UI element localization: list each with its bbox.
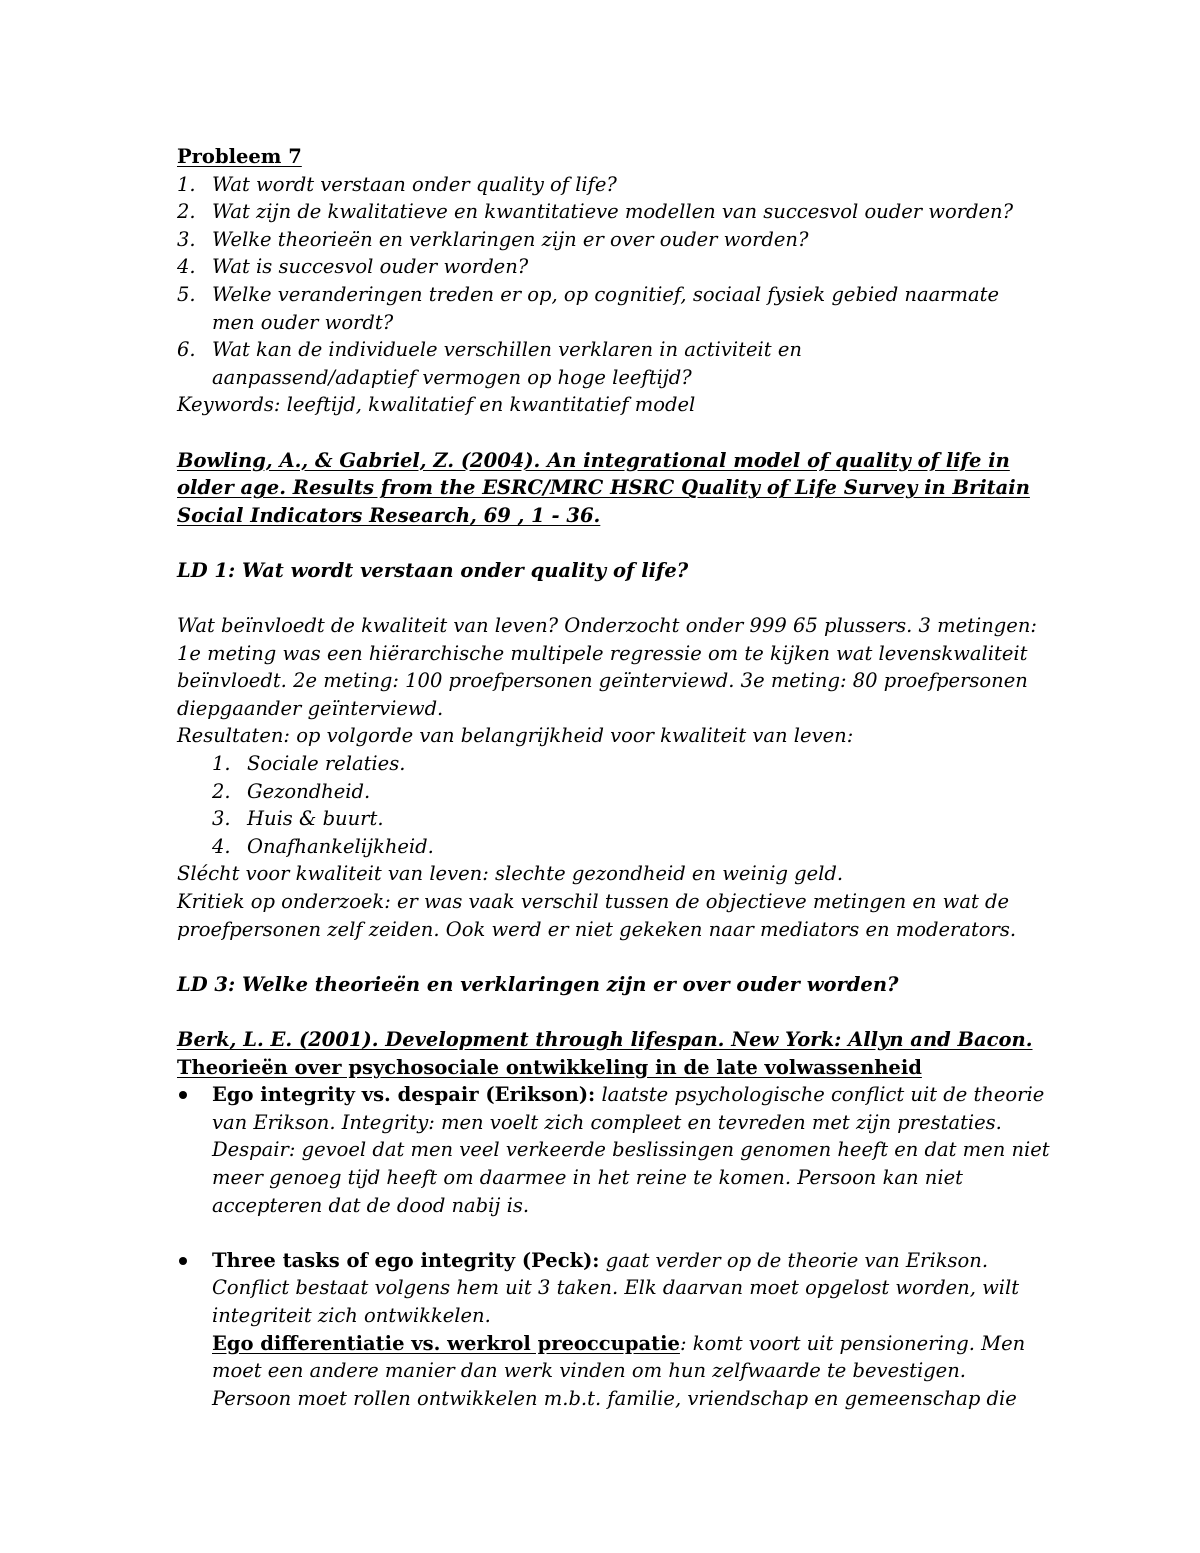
list-text: Welke veranderingen treden er op, op cognitief, sociaal fysiek gebied naarmate men ouder wordt?: [212, 282, 1000, 334]
bullet-subtext: : komt voort uit pensionering. Men moet een andere manier dan werk vinden om hun zelfwaarde te bevestigen. Persoon moet rollen ontwikkelen m.b.t. familie, vriendschap en gemeenschap die: [212, 1331, 1026, 1410]
list-text: Wat kan de individuele verschillen verklaren in activiteit en aanpassend/adaptief vermogen op hoge leeftijd?: [212, 338, 802, 389]
spacer: [177, 529, 1050, 557]
spacer: [177, 943, 1050, 971]
list-number: 3.: [212, 807, 231, 831]
list-number: 2.: [212, 779, 231, 803]
ld3-subheading: Theorieën over psychosociale ontwikkeling in de late volwassenheid: [177, 1055, 922, 1079]
bullet-term: Ego integrity vs. despair (Erikson):: [212, 1083, 596, 1107]
bullet-text: gaat verder op de theorie van Erikson. Conflict bestaat volgens hem uit 3 taken. Elk daarvan moet opgelost worden, wilt integriteit zich ontwikkelen.: [212, 1248, 1020, 1327]
theory-list: [177, 1247, 1050, 1413]
list-item: [177, 226, 1050, 254]
spacer: [177, 585, 1050, 613]
list-item: [177, 805, 1050, 833]
list-item: [177, 281, 1050, 336]
ld1-intro: Wat beïnvloedt de kwaliteit van leven? Onderzocht onder 999 65 plussers. 3 metingen: 1e meting was een hiërarchische multipele regressie om te kijken wat levenskwaliteit beïnvloedt. 2e meting: 100 proefpersonen geïnterviewd. 3e meting: 80 proefpersonen diepgaander geïnterviewd.: [177, 614, 1037, 720]
list-item: [177, 833, 1050, 861]
spacer: [177, 998, 1050, 1026]
list-number: 2.: [177, 200, 196, 224]
bullet-text: laatste psychologische conflict uit de theorie van Erikson. Integrity: men voelt zich compleet en tevreden met zijn prestaties. Despair: gevoel dat men veel verkeerde beslissingen genomen heeft en dat men niet meer genoeg tijd heeft om daarmee in het reine te komen. Persoon kan niet accepteren dat de dood nabij is.: [212, 1083, 1050, 1217]
list-item: [177, 1247, 1050, 1413]
spacer: [177, 419, 1050, 447]
ld1-heading: LD 1: Wat wordt verstaan onder quality of life?: [177, 558, 689, 582]
bullet-subterm: Ego differentiatie vs. werkrol preoccupatie: [212, 1331, 680, 1355]
list-item: [177, 198, 1050, 226]
list-text: Wat wordt verstaan onder quality of life?: [212, 172, 617, 196]
question-list: [177, 171, 1050, 392]
list-text: Wat zijn de kwalitatieve en kwantitatieve modellen van succesvol ouder worden?: [212, 200, 1014, 224]
sub-paragraph: [212, 1330, 1050, 1413]
list-number: 5.: [177, 282, 196, 306]
list-item: [177, 171, 1050, 199]
ld1-critique: Kritiek op onderzoek: er was vaak verschil tussen de objectieve metingen en wat de proefpersonen zelf zeiden. Ook werd er niet gekeken naar mediators en moderators.: [177, 890, 1017, 941]
results-list: [177, 750, 1050, 860]
theory-list: [177, 1081, 1050, 1219]
list-text: Welke theorieën en verklaringen zijn er over ouder worden?: [212, 227, 809, 251]
bullet-icon: [179, 1257, 187, 1265]
list-item: [177, 750, 1050, 778]
list-text: Onafhankelijkheid.: [247, 834, 434, 858]
list-item: [177, 1081, 1050, 1219]
list-number: 1.: [177, 172, 196, 196]
list-item: [177, 336, 1050, 391]
list-number: 4.: [212, 834, 231, 858]
list-text: Gezondheid.: [247, 779, 371, 803]
list-number: 1.: [212, 752, 231, 776]
list-number: 4.: [177, 255, 196, 279]
list-number: 3.: [177, 227, 196, 251]
list-item: [177, 253, 1050, 281]
page-title: Probleem 7: [177, 145, 302, 168]
list-item: [177, 778, 1050, 806]
keywords: Keywords: leeftijd, kwalitatief en kwantitatief model: [177, 393, 696, 417]
list-text: Sociale relaties.: [247, 752, 406, 776]
ld1-results-label: Resultaten: op volgorde van belangrijkheid voor kwaliteit van leven:: [177, 724, 854, 748]
bullet-icon: [179, 1091, 187, 1099]
reference-berk: Berk, L. E. (2001). Development through lifespan. New York: Allyn and Bacon.: [177, 1028, 1033, 1051]
bullet-term: Three tasks of ego integrity (Peck):: [212, 1248, 600, 1272]
ld1-bad: Slécht voor kwaliteit van leven: slechte gezondheid en weinig geld.: [177, 862, 844, 886]
spacer: [177, 1219, 1050, 1247]
ld3-heading: LD 3: Welke theorieën en verklaringen zijn er over ouder worden?: [177, 972, 899, 996]
list-number: 6.: [177, 338, 196, 362]
list-text: Wat is succesvol ouder worden?: [212, 255, 529, 279]
reference-bowling: Bowling, A., & Gabriel, Z. (2004). An integrational model of quality of life in older age. Results from the ESRC/MRC HSRC Quality of Life Survey in Britain Social Indicators Research, 69 , 1 - 36.: [177, 448, 1030, 527]
list-text: Huis & buurt.: [247, 807, 384, 831]
